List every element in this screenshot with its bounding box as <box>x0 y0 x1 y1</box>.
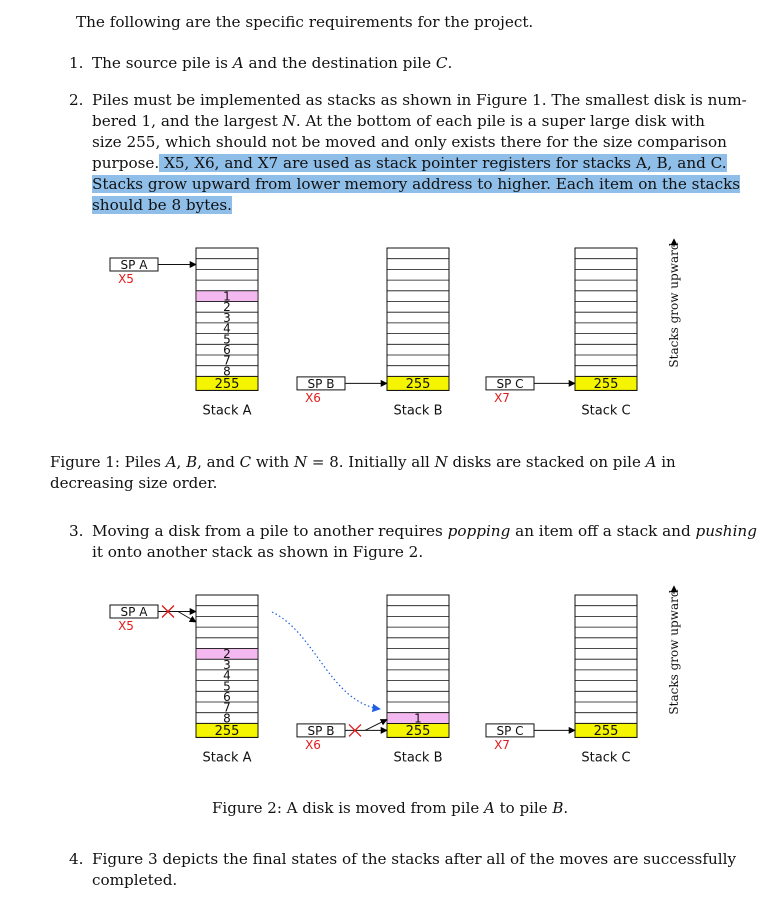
stack-c-label: Stack C <box>581 403 631 419</box>
stack-c-base-value: 255 <box>593 376 619 392</box>
growth-label-1 <box>667 242 681 367</box>
stack-a-label: Stack A <box>202 750 252 766</box>
stack-a-disk: 5 <box>223 679 231 694</box>
stack-a-disk: 2 <box>223 647 231 662</box>
item-2-line-6: should be 8 bytes. <box>92 196 232 214</box>
item-2-line-1: Piles must be implemented as stacks as shown in Figure 1. The smallest disk is num- <box>92 91 747 109</box>
sp-c-pointer-label: SP C <box>496 376 524 391</box>
sp-b-pointer-label: SP B <box>307 376 335 391</box>
figure-1 <box>0 242 769 445</box>
stack-b-disk: 1 <box>414 711 422 726</box>
sp-b-pointer-label: SP B <box>307 723 335 738</box>
item-1-number: 1. <box>69 54 84 72</box>
stack-a-disk: 3 <box>223 310 231 325</box>
stack-b-base-value: 255 <box>405 723 431 739</box>
sp-b-register: X6 <box>305 390 321 405</box>
sp-c-register: X7 <box>494 737 510 752</box>
growth-label-2-text: Stacks grow upward <box>667 589 681 715</box>
item-3-line-2: it onto another stack as shown in Figure 2. <box>92 543 424 561</box>
stack-a-disk: 8 <box>223 364 231 379</box>
stack-a-disk: 8 <box>223 711 231 726</box>
item-2-line-2: bered 1, and the largest N. At the bottom of each pile is a super large disk with <box>92 112 705 130</box>
stack-a-base-value: 255 <box>214 723 240 739</box>
sp-a-register: X5 <box>118 619 134 633</box>
sp-a-new-arrow <box>178 612 196 623</box>
item-2-line-4: purpose. X5, X6, and X7 are used as stack pointer registers for stacks A, B, and C. <box>92 154 727 172</box>
stack-b-label: Stack B <box>393 403 443 419</box>
figure-2 <box>0 589 769 792</box>
stack-b-base-value: 255 <box>405 376 431 392</box>
sp-a-pointer-label: SP A <box>120 258 148 272</box>
sp-c-register: X7 <box>494 390 510 405</box>
stack-a-disk: 3 <box>223 657 231 672</box>
item-3-line-1: Moving a disk from a pile to another requires popping an item off a stack and pushing <box>92 522 757 540</box>
figure-2-caption: Figure 2: A disk is moved from pile A to pile B. <box>212 799 569 817</box>
stack-c-label: Stack C <box>581 750 631 766</box>
stack-a-disk: 7 <box>223 700 231 715</box>
item-3-number: 3. <box>69 522 84 540</box>
intro-text: The following are the specific requirements for the project. <box>76 13 534 31</box>
stack-c-base-value: 255 <box>593 723 619 739</box>
stack-a-disk: 6 <box>223 343 231 357</box>
item-4-number: 4. <box>69 850 84 868</box>
stack-a-disk: 1 <box>223 289 231 304</box>
item-2-line-3: size 255, which should not be moved and only exists there for the size comparison <box>92 133 727 151</box>
sp-c-pointer-label: SP C <box>496 723 524 738</box>
stack-a-disk: 7 <box>223 353 231 368</box>
item-2-line-5: Stacks grow upward from lower memory address to higher. Each item on the stacks <box>92 175 741 193</box>
growth-label-1-text: Stacks grow upward <box>667 242 681 368</box>
stack-a-disk: 4 <box>223 668 231 683</box>
growth-label-2 <box>667 589 681 714</box>
stack-a-label: Stack A <box>202 403 252 419</box>
item-4-line-2: completed. <box>92 871 178 889</box>
stack-a-disk: 4 <box>223 321 231 336</box>
stack-a-disk: 6 <box>223 690 231 704</box>
highlighted-text: X5, X6, and X7 are used as stack pointer registers for stacks A, B, and C. <box>159 154 726 172</box>
stack-b-label: Stack B <box>393 750 443 766</box>
figure-1-caption-line-2: decreasing size order. <box>50 474 218 492</box>
sp-b-register: X6 <box>305 737 321 752</box>
figure-1-caption-line-1: Figure 1: Piles A, B, and C with N = 8. Initially all N disks are stacked on pile A in <box>50 453 676 471</box>
stack-a-base-value: 255 <box>214 376 240 392</box>
item-1-text: The source pile is A and the destination pile C. <box>92 54 453 72</box>
stack-a-disk: 2 <box>223 300 231 315</box>
sp-a-pointer-label: SP A <box>120 605 148 619</box>
stack-a-disk: 5 <box>223 332 231 347</box>
item-2-number: 2. <box>69 91 84 109</box>
move-path-arrow <box>272 612 380 709</box>
item-4-line-1: Figure 3 depicts the final states of the stacks after all of the moves are successfully <box>92 850 737 868</box>
sp-b-new-arrow <box>365 719 387 730</box>
sp-a-register: X5 <box>118 272 134 286</box>
